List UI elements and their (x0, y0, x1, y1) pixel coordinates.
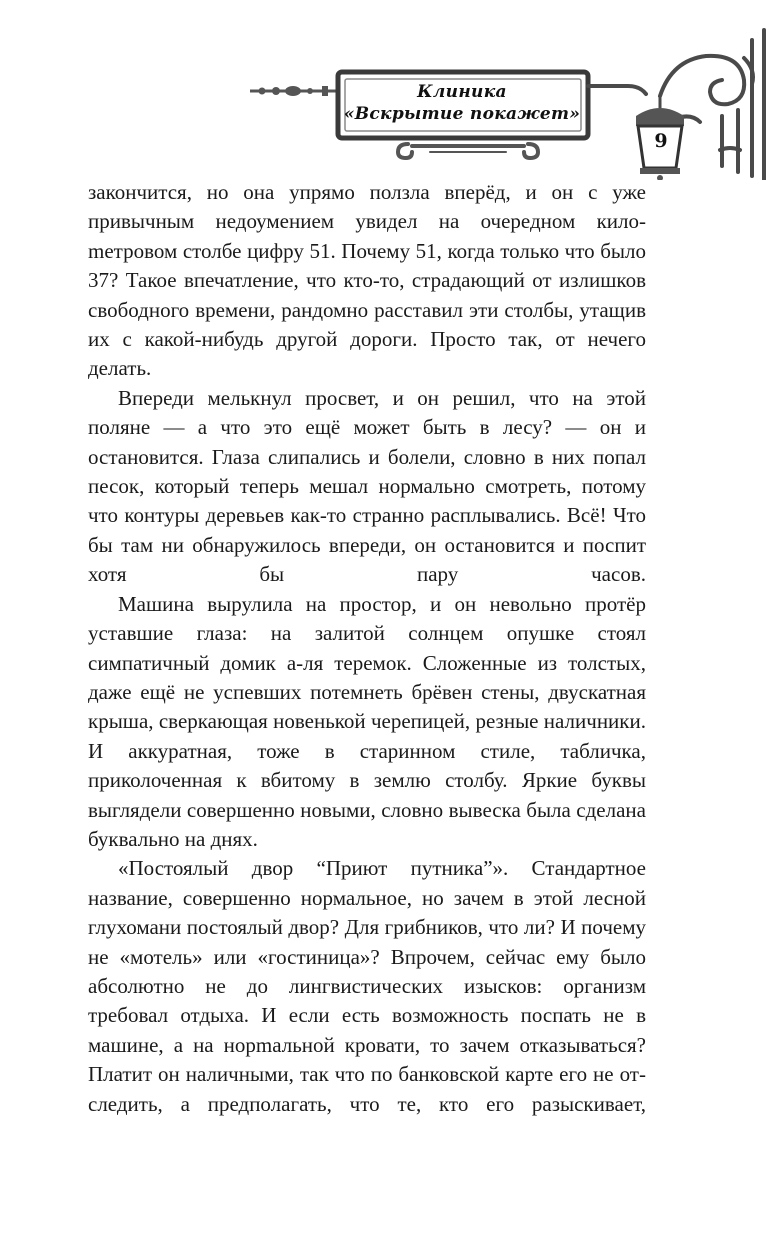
paragraph-4: «Постоялый двор “Приют путника”». Стандартное название, совершенно нормальное, но зачем в этой лесной глухомани постоялый двор? Для грибников, что ли? И почему не «мотель» или «гостиница»? Впрочем, сейчас ему было абсолютно не до лингвистических изысков: организм требовал отдыха. И если есть возможность поспать не в машине, а на норmальной кровати, то зачем отказываться? Платит он наличными, так что по банковской карте его не отследить, а предполагать, что те, кто его разыскивает, (88, 856, 646, 1116)
left-rod-ornament (250, 86, 342, 96)
chapter-title-line-2: «Вскрытие покажет» (343, 104, 581, 124)
paragraph-3: Машина вырулила на простор, и он невольно протёр уставшие глаза: на залитой солнцем опушке стоял симпатичный домик а-ля теремок. Сложенные из толстых, даже ещё не успевших потемнеть брёвен стены, двускатная крыша, сверкающая новенькой черепицей, резные наличники. И аккуратная, тоже в старинном стиле, табличка, приколоченная к вбитому в землю столбу. Яркие буквы выглядели совершенно новыми, словно вывеска была сделана буквально на днях. (88, 591, 646, 851)
paragraph-2: Впереди мелькнул просвет, и он решил, что на этой поляне — а что это ещё может быть в лесу? — он и остановится. Глаза слипались и болели, словно в них попал песок, который теперь мешал нормально смотреть, потому что контуры деревьев как-то странно расплывались. Всё! Что бы там ни обнаружилось впереди, он остановится и поспит хотя бы пару часов. (88, 385, 646, 587)
paragraph-1: закончится, но она упрямо ползла вперёд, и он с уже привычным недоумением увидел на очередном килоmетровом столбе цифру 51. Почему 51, когда только что было 37? Такое впечатление, что кто-то, страдающий от излишков свободного времени, рандомно расставил эти столбы, утащив их с какой-нибудь другой дороги. Просто так, от нечего делать. (88, 180, 646, 381)
running-header (0, 0, 768, 180)
chapter-title-line-1: Клиника (417, 82, 507, 102)
scroll-bracket (398, 144, 538, 158)
page-number: 9 (654, 130, 668, 152)
body-text (88, 178, 646, 1119)
